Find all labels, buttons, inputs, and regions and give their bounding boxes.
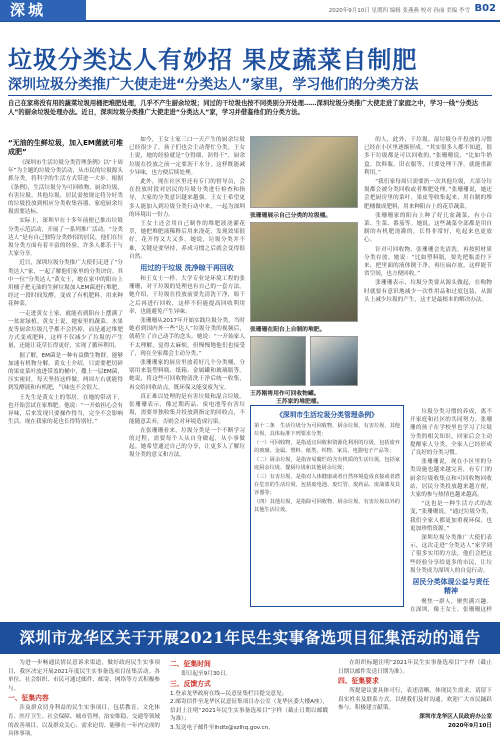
paragraph: 据了解，EM菌是一种有益微生物群，能够加速有机物分解。黄女士介绍，只需要把切碎的果皮菜叶放进带盖的桶中，撒上一层EM菌，压实密封，每天坚持这样做，两周左右就能得到发酵液和有机肥，气味也不会很大。 [8,352,123,392]
photo-recycle-cans [250,336,306,386]
notice-column-1 [8,659,160,739]
column-heading: 用过的干垃圾 洗净晾干再回收 [140,264,234,273]
article-lead: 自己在家将没有用的蔬菜垃圾用桶把堆肥处理，几乎不产生厨余垃圾；同过的干垃圾也按不同类别分开处理……深圳垃圾分类推广大使走进了家庭之中，学习一线“分类达人”的厨余垃圾处理办法。近日，深圳垃圾分类推广大使走进“分类达人”家，学习并借鉴他们的分类方法。 [8,100,479,116]
paragraph: 张珊珊表示，垃圾分类要从源头做起，在购物时就要有意识地减少一次性用品和过度包装，从源头上减少垃圾的产生，这才是最根本的解决办法。 [364,280,492,303]
paragraph: 此外，现在社区里还有专门的督导员，会在投放时段对居民的垃圾分类进行检查和指导，大家的分类意识越来越强。王女士希望更多人能加入到垃圾分类行动中来，一起为深圳的环境出一份力。 [129,179,245,218]
paragraph: “这也是一种生活方式的改变，”张珊珊说，“通过垃圾分类，我们全家人都更加重视环保，也更加珍惜资源。” [410,501,492,532]
photo-caption: 王苏家的堆肥桶。 [276,399,323,405]
paragraph: 在张珊珊看来，垃圾分类是一个不断学习的过程，需要每个人从自身做起，从小事做起。她希望通过自己的分享，让更多人了解垃圾分类的意义和方法。 [129,427,245,459]
page-number: B02 [474,3,496,14]
paragraph: 王女士还会用自己制作的堆肥液浇灌花草，她把堆肥液稀释后用来浇花，发现效果很好，花开得又大又多。她说，垃圾分类并不难，关键是要坚持，养成习惯之后就会变得很自然。 [129,221,245,260]
notice-item: 2.邮寄信件至龙华区民意征集项目办公室（龙华区委大楼A座），信封上注明“2021年民生实事备选项目”字样（截止日期以邮戳为准）； [170,699,328,723]
divider [8,95,492,96]
paragraph: 张珊珊家的阳台上种了好几盆蔬菜，有小白菜、生菜、番茄等。她说，这些蔬菜全部都是用自制的有机肥浇灌的，长得非常好，吃起来也更放心。 [364,212,492,244]
box-title: 《深圳市生活垃圾分类管理条例》 [276,411,378,419]
article-title: 垃圾分类达人有妙招 果皮蔬菜自制肥 [8,46,418,74]
photo-caption: 张珊珊在阳台上自制的堆肥。 [250,327,326,333]
column-2 [129,136,245,614]
photo-caption: 王苏刚将用作可回收物罐。 [250,391,320,397]
notice-item: 1.登录龙华政府在线—民意征集栏目提交意见； [170,690,288,697]
notice-date: 2020年9月10日 [447,722,492,729]
paragraph: 一走进黄女士家，就能看到阳台上摆满了一盆盆绿植。黄女士说，她家里的蔬菜、水果皮等厨余垃圾几乎都不会扔掉，而是通过堆肥方式变成肥料，这样不仅减少了垃圾的产生量，还能让花草长得更好，实现了循环利用。 [8,310,123,350]
paragraph: 深圳垃圾分类推广大使们表示，这次走进“分类达人”家学到了很多实用的方法，他们会把这些经验分享给更多的市民，让垃圾分类成为深圳人的自觉行动。 [410,535,492,574]
notice-heading: 三、反馈方式 [170,679,211,688]
photo-compost [250,222,358,322]
notice-signature: 深圳市龙华区人民政府办公室 [419,713,492,720]
notice-paragraph: 即日起至9月30日。 [181,671,232,677]
notice-paragraph: 涉及群众切身利益的民生实事项目，包括教育、文化体育、医疗卫生、社会保障、城市管理、治安维稳、交通等领域的改善项目，以及群众关心、需求迫切、能够在一年内完成的具体事项。 [8,705,160,738]
notice-paragraph: 为进一步畅通民情民意诉求渠道，做好政府民生实事项目，我区决定开展2021年度民生实事备选项目征集活动。各单位、社会组织、市民可通过邮件、邮寄、网络等方式积极参与。 [8,660,160,692]
column-heading: 居民分类体现公益与责任精神 [412,578,490,596]
paragraph: 王先生是黄女士的邻居，在她的带动下，也开始尝试在家堆肥。他说：“一开始担心会有异味，后来发现只要操作得当，完全不会影响生活。现在我家的花也长得特别好。” [8,394,123,426]
regulation-box [250,405,404,607]
section-label: 深城 [0,0,86,21]
column-heading: “无油的生鲜垃圾，加入EM菌就可堆成肥” [8,139,123,156]
paragraph: 近日，深圳垃圾分类推广大使们走进了“分类达人”家，一起了解他们家里的分类诀窍。其中一位“分类达人”黄女士，她在家中的阳台上用桶子把无油的生鲜垃圾加入EM菌进行堆肥，经过一段时间发酵，变成了有机肥料，用来种花种菜。 [8,260,123,308]
notice-paragraph: 所提建议要具体可行，表述清晰，体现民生需求。请留下真实姓名及联系方式，以便我们及时沟通。欢迎广大市民踊跃参与，积极建言献策。 [338,688,492,712]
box-paragraph: 第十二条 生活垃圾分为可回收物、厨余垃圾、有害垃圾、其他垃圾，具体标准下列要求分类： [254,423,400,437]
photo-sorting-bins [250,136,358,208]
notice-item: 3.发送电子邮件至lhdfz@szlhq.gov.cn。 [170,724,274,731]
photo-caption: 张珊珊展示自己分类的垃圾桶。 [250,213,332,219]
column-4 [410,408,492,614]
notice-heading: 一、征集内容 [8,694,49,703]
column-3 [364,136,492,404]
paragraph: 针对可回收物，张珊珊会先清洗，再按照材质分类存放。她说：“比如塑料瓶，要先把瓶盖拧下来，把里面的液体倒干净，再压扁存放，这样能节省空间，也方便回收。” [364,246,492,278]
notice-column-3 [338,659,492,730]
box-paragraph: （三）有害垃圾，是指对人体健康或者自然环境造成直接或者潜在危害的生活垃圾，包括废电池、废灯管、废药品、废油漆及其容器等； [254,474,400,496]
paragraph: 和王女士一样，大学专业是环境工程的张珊珊，对干垃圾的处理也有自己的一套方法。她介绍，干垃圾在投放前要先清洗干净，晾干之后再进行回收，这样不但能提高回收利用率，也能避免产生异味。 [129,276,245,315]
column-1 [8,136,123,614]
paragraph: 张珊珊家的厨房里放着好几个分类桶，分别用来装塑料瓶、纸箱、金属罐和玻璃瓶等。她说，将这些可回收物清洗干净后统一收集，再交给回收站点，既环保又能变废为宝。 [129,360,245,391]
notice-column-2 [170,659,328,733]
paragraph: 真正难以处理的是有害垃圾和混合垃圾。张珊珊表示，像过期药品、废电池等有害垃圾，需要单独收集并投放到指定的回收点，不能随意丢弃，否则会对环境造成污染。 [129,393,245,425]
box-paragraph: （一）可回收物，是指适宜回收和资源化利用的垃圾，包括废弃的玻璃、金属、塑料、纸类、织物、家具、电器电子产品等； [254,440,400,454]
paragraph: 聚焦一群人，聚焦满兴趣。在深圳，像王女士、张珊珊这样 [410,599,492,614]
notice-banner: 深圳市龙华区关于开展2021年民生实事备选项目征集活动的通告 [0,622,500,654]
box-paragraph: （四）其他垃圾，是指除可回收物、厨余垃圾、有害垃圾以外的其他生活垃圾。 [254,499,400,513]
box-paragraph: （二）厨余垃圾，是指容易腐烂的含有机质的生活垃圾，包括家庭厨余垃圾、餐厨垃圾和其他厨余垃圾； [254,457,400,471]
notice-heading: 二、征集时间 [170,660,211,668]
paragraph: 如今，王女士家三口一天产生的厨余垃圾已经很少了，孩子们也会主动帮忙分类。王女士说，她的经验就是“分得细、沥得干”，厨余垃圾在投放之前一定要沥干水分，这样既能减少异味，也方便后续处理。 [129,137,245,176]
paragraph: “我们家每周只需要扔一次其他垃圾，大部分垃圾都会被分类回收或者堆肥处理。”张珊珊说，她还会把厨房里的菜叶、果皮等收集起来，用自制的堆肥桶做成肥料，用来种阳台上的花草蔬菜。 [364,179,492,210]
article-subtitle: 深圳垃圾分类推广大使走进“分类达人”家里，学习他们的分类方法 [8,77,419,93]
paragraph: 的人，此外，干垃圾、湿垃圾分开投放的习惯已经在小区里逐渐形成。“其实很多人都不知道，很多干垃圾都是可以回收的，”张珊珊说，“比如牛奶盒、饮料瓶、旧衣服等，只要处理干净，就能重新利用。” [364,137,492,176]
issue-info: 2020年9月10日 星期四 编辑 张燕燕 校对 孙丽 美编 李雪 [328,8,470,14]
notice-heading: 四、征集要求 [338,677,379,686]
notice-paragraph: 在组织标题注明“2021年民生实事备选项目”字样（截止日期以邮件发送日期为准）。 [338,660,492,675]
paragraph: 《深圳市生活垃圾分类管理条例》以“十周年”为主题的垃圾分类活动，从市民的垃圾源头抓分类，将科学的生活方式带进一大步。根据《条例》，生活垃圾分为可回收物、厨余垃圾、有害垃圾、其他垃圾，居民需按规定将分好类的垃圾投放到相应分类收集容器，家庭厨余垃圾需要达标。 [8,160,123,216]
page-header [0,0,500,22]
photo-compost-bucket [310,336,358,386]
paragraph: 张珊珊说，现在小区里的分类设施也越来越完善，有专门的厨余垃圾收集点和可回收物回收站，居民分类投放越来越方便，大家的参与热情也越来越高。 [410,459,492,499]
paragraph: 垃圾分类习惯的养成，离不开家庭和社区的共同努力。张珊珊的孩子在学校里也学习了垃圾分类的相关知识，回家后会主动提醒家人分类，全家人已经形成了良好的分类习惯。 [410,409,492,457]
box-body [254,422,400,514]
paragraph: 实际上，深圳早在十多年前便已推出垃圾分类示范活动，开展了一系列推广活动。“分类达人”是有自己独特分类妙招的居民，他们在垃圾分类方面有着丰富的经验，许多人都乐于与大家分享。 [8,218,123,258]
paragraph: 张珊珊从2017年开始实践垃圾分类，当时她看到国内外一些“达人”垃圾分类的视频后，就萌生了自己动手的念头。她说：“一开始家人不太理解，觉得太麻烦，但慢慢地他们也接受了，现在全家都会主动分类。” [129,318,245,357]
